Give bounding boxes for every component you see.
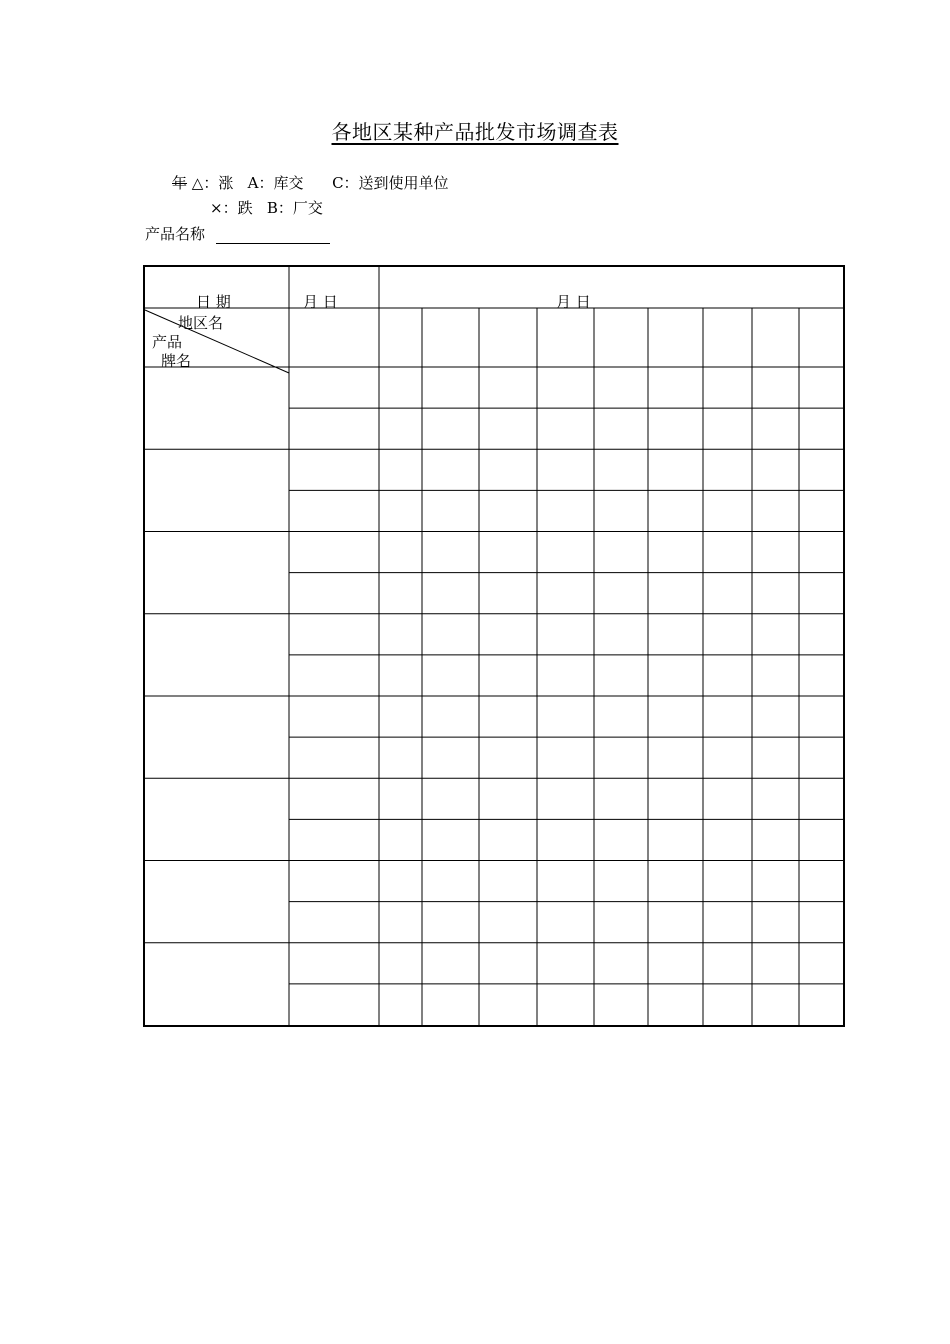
table-grid xyxy=(143,265,845,1027)
page-title: 各地区某种产品批发市场调查表 xyxy=(331,120,619,144)
legend-row-1-text: △：涨 A：库交 C：送到使用单位 xyxy=(187,174,449,192)
legend-year: 年 xyxy=(172,174,188,192)
date-header: 日 期 xyxy=(196,293,231,311)
month-day-header-2: 月 日 xyxy=(556,293,591,311)
legend-row-1 xyxy=(172,172,449,193)
month-day-header-1: 月 日 xyxy=(303,293,338,311)
product-name-label: 产品名称 xyxy=(145,225,206,243)
legend-row-2: ×：跌 B：厂交 xyxy=(210,199,323,217)
product-header: 产品 xyxy=(152,333,183,351)
region-name-header: 地区名 xyxy=(178,314,224,332)
brand-header: 牌名 xyxy=(161,352,192,370)
product-name-field[interactable] xyxy=(216,243,330,244)
survey-table xyxy=(143,265,845,1027)
